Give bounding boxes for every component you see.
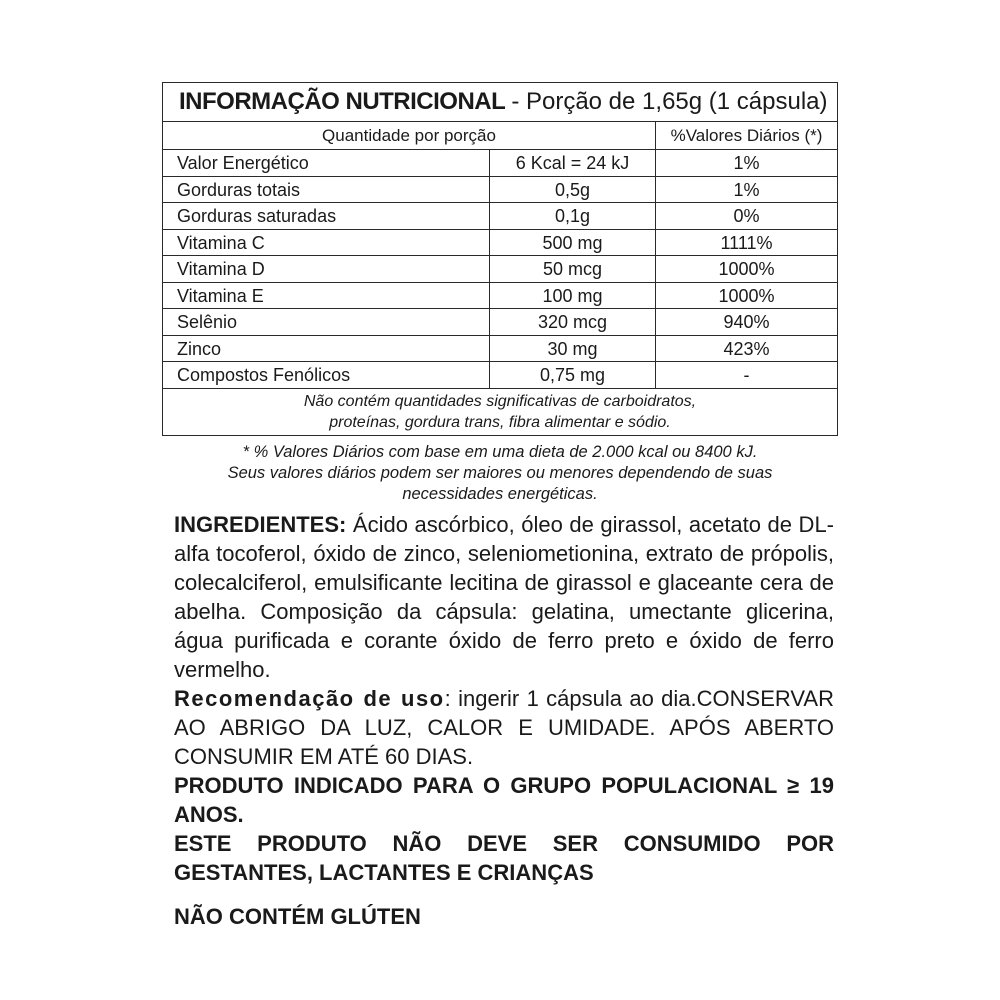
footnote-line: Seus valores diários podem ser maiores ou menores dependendo de suas — [227, 464, 773, 482]
nutrient-daily-value: 1000% — [718, 285, 775, 306]
nutrient-daily-value: 1111% — [720, 232, 773, 253]
table-row — [163, 203, 837, 230]
recommendation-text: : ingerir 1 cápsula ao dia.CONSERVAR AO ABRIGO DA LUZ, CALOR E UMIDADE. APÓS ABERTO CONSUMIR EM ATÉ 60 DIAS. — [174, 686, 834, 769]
nutrition-note-line: Não contém quantidades significativas de carboidratos, — [303, 392, 697, 410]
footnote-line: necessidades energéticas. — [402, 485, 598, 503]
nutrient-name: Vitamina C — [163, 230, 490, 256]
nutrient-daily-value: 423% — [723, 338, 770, 359]
table-row — [163, 336, 837, 363]
nutrition-title — [163, 83, 837, 122]
table-row — [163, 362, 837, 389]
footnote-line: * % Valores Diários com base em uma dieta de 2.000 kcal ou 8400 kJ. — [242, 443, 758, 461]
nutrient-name: Valor Energético — [163, 150, 490, 176]
nutrient-quantity: 100 mg — [490, 283, 656, 309]
nutrient-quantity: 500 mg — [490, 230, 656, 256]
nutrient-quantity: 0,1g — [490, 203, 656, 229]
nutrient-quantity: 320 mcg — [490, 309, 656, 335]
nutrient-daily-value: 940% — [723, 312, 770, 332]
nutrient-daily-value: 1% — [733, 153, 760, 173]
nutrient-name: Gorduras totais — [163, 177, 490, 203]
ingredients-text: Ácido ascórbico, óleo de girassol, acetato de DL-alfa tocoferol, óxido de zinco, seleniometionina, extrato de própolis, colecalciferol, emulsificante lecitina de girassol e glaceante cera de abelha. Composição da cápsula: gelatina, umectante glicerina, água purificada e corante óxido de ferro preto e óxido de ferro vermelho. — [174, 512, 835, 682]
nutrient-daily-value: 0% — [733, 206, 760, 226]
daily-values-footnote — [162, 442, 838, 505]
table-row — [163, 150, 837, 177]
gluten-free-notice: NÃO CONTÉM GLÚTEN — [174, 904, 421, 929]
nutrient-quantity: 0,75 mg — [490, 362, 656, 388]
nutrient-name: Selênio — [163, 309, 490, 335]
label-body-text — [174, 510, 834, 887]
table-row — [163, 309, 837, 336]
nutrient-daily-value: 1000% — [718, 259, 775, 279]
nutrient-daily-value: - — [743, 365, 750, 385]
nutrient-quantity: 50 mcg — [490, 256, 656, 282]
nutrition-title-bold: INFORMAÇÃO NUTRICIONAL — [179, 88, 506, 115]
nutrition-note — [163, 389, 837, 435]
nutrient-name: Vitamina E — [163, 283, 490, 309]
nutrition-header-row — [163, 122, 837, 150]
nutrition-title-serving: - Porção de 1,65g (1 cápsula) — [511, 88, 828, 115]
nutrient-name: Gorduras saturadas — [163, 203, 490, 229]
restriction-warning: ESTE PRODUTO NÃO DEVE SER CONSUMIDO POR GESTANTES, LACTANTES E CRIANÇAS — [174, 831, 834, 885]
nutrient-name: Zinco — [163, 336, 490, 362]
table-row — [163, 256, 837, 283]
table-row — [163, 177, 837, 204]
recommendation-label: Recomendação de uso — [174, 686, 445, 711]
nutrition-note-line: proteínas, gordura trans, fibra alimentar e sódio. — [329, 413, 671, 431]
ingredients-label: INGREDIENTES: — [174, 512, 347, 537]
population-warning: PRODUTO INDICADO PARA O GRUPO POPULACIONAL ≥ 19 ANOS. — [174, 773, 834, 827]
table-row — [163, 283, 837, 310]
header-daily-values: %Valores Diários (*) — [670, 126, 823, 145]
header-quantity: Quantidade por porção — [163, 122, 656, 149]
ingredients-paragraph — [174, 510, 834, 684]
nutrient-name: Compostos Fenólicos — [163, 362, 490, 388]
table-row — [163, 230, 837, 257]
nutrient-quantity: 30 mg — [490, 336, 656, 362]
nutrient-name: Vitamina D — [163, 256, 490, 282]
nutrient-quantity: 0,5g — [490, 177, 656, 203]
nutrient-quantity: 6 Kcal = 24 kJ — [490, 150, 656, 176]
nutrition-table — [162, 82, 838, 436]
nutrient-daily-value: 1% — [733, 179, 760, 200]
recommendation-paragraph — [174, 684, 834, 771]
